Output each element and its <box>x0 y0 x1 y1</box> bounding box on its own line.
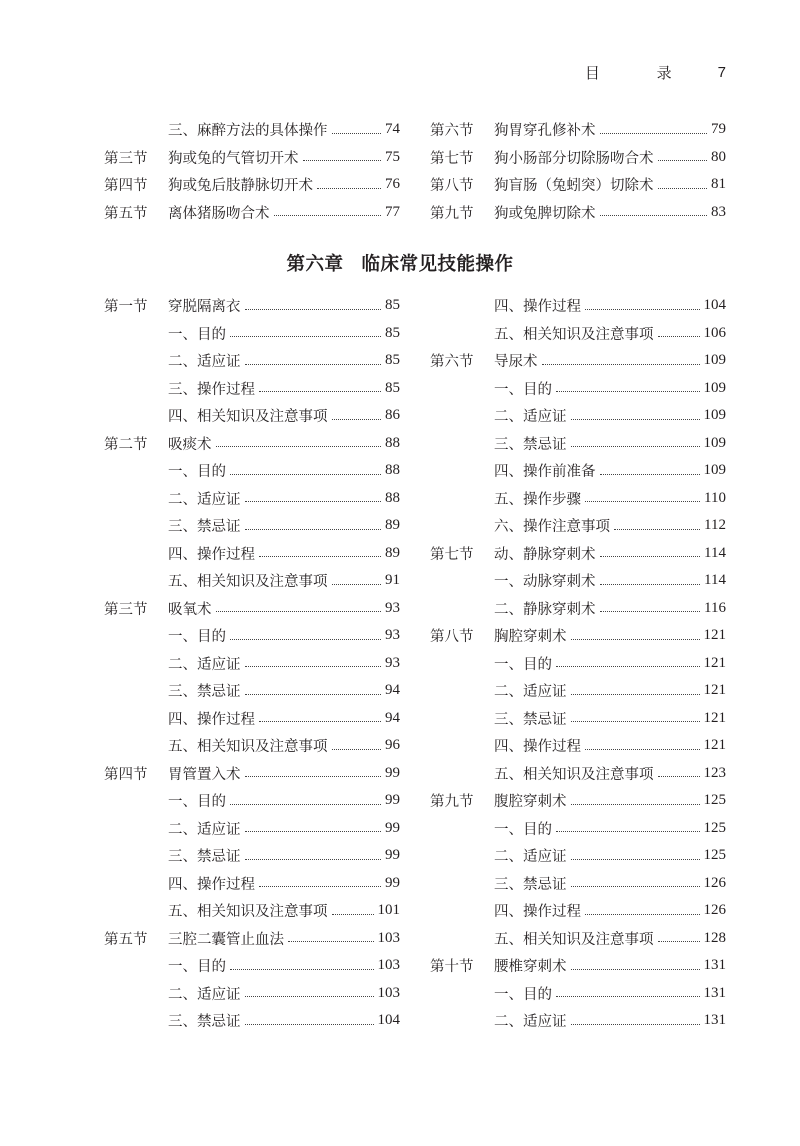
toc-entry <box>104 457 400 485</box>
section-label: 第六节 <box>430 123 474 140</box>
entry-title: 四、操作前准备 <box>494 464 596 481</box>
dot-leader <box>658 159 708 161</box>
entry-page-number: 131 <box>703 1012 726 1029</box>
entry-page-number: 123 <box>703 764 726 781</box>
entry-page-number: 94 <box>385 709 400 726</box>
dot-leader <box>230 335 381 337</box>
entry-page-number: 74 <box>385 121 400 138</box>
section-label: 第四节 <box>104 766 148 783</box>
entry-title: 二、适应证 <box>168 656 241 673</box>
dot-leader <box>245 665 382 667</box>
entry-page-number: 99 <box>385 819 400 836</box>
entry-title: 三、操作过程 <box>168 381 255 398</box>
dot-leader <box>332 748 382 750</box>
chapter-heading <box>0 250 800 276</box>
entry-title: 动、静脉穿刺术 <box>494 546 596 563</box>
toc-entry <box>430 567 726 595</box>
toc-entry <box>104 375 400 403</box>
entry-page-number: 91 <box>385 572 400 589</box>
entry-title: 三腔二囊管止血法 <box>168 931 284 948</box>
dot-leader <box>585 748 700 750</box>
dot-leader <box>571 858 700 860</box>
toc-entry <box>430 952 726 980</box>
entry-page-number: 85 <box>385 324 400 341</box>
dot-leader <box>658 940 700 942</box>
entry-title: 三、禁忌证 <box>494 436 567 453</box>
entry-page-number: 81 <box>711 176 726 193</box>
entry-page-number: 121 <box>703 709 726 726</box>
entry-page-number: 110 <box>704 489 726 506</box>
entry-page-number: 94 <box>385 682 400 699</box>
toc-entry <box>104 897 400 925</box>
entry-page-number: 89 <box>385 517 400 534</box>
dot-leader <box>332 583 382 585</box>
entry-page-number: 99 <box>385 847 400 864</box>
entry-title: 二、适应证 <box>494 409 567 426</box>
dot-leader <box>245 995 374 997</box>
entry-title: 狗盲肠（兔蚓突）切除术 <box>494 178 654 195</box>
toc-entry <box>430 677 726 705</box>
dot-leader <box>288 940 374 942</box>
dot-leader <box>556 995 700 997</box>
section-label: 第五节 <box>104 205 148 222</box>
dot-leader <box>245 363 382 365</box>
entry-title: 五、相关知识及注意事项 <box>168 739 328 756</box>
entry-page-number: 131 <box>703 957 726 974</box>
dot-leader <box>571 885 700 887</box>
entry-title: 一、目的 <box>494 821 552 838</box>
entry-page-number: 99 <box>385 792 400 809</box>
dot-leader <box>245 500 382 502</box>
toc-entry <box>104 171 400 199</box>
entry-title: 一、目的 <box>168 464 226 481</box>
toc-entry <box>430 870 726 898</box>
toc-entry <box>430 980 726 1008</box>
toc-entry <box>430 320 726 348</box>
dot-leader <box>556 665 700 667</box>
entry-page-number: 76 <box>385 176 400 193</box>
entry-title: 吸氧术 <box>168 601 212 618</box>
dot-leader <box>317 187 381 189</box>
toc-entry <box>104 199 400 227</box>
section-label: 第一节 <box>104 299 148 316</box>
dot-leader <box>245 775 382 777</box>
entry-title: 五、相关知识及注意事项 <box>168 904 328 921</box>
chapter-number: 第六章 <box>286 254 344 275</box>
dot-leader <box>245 693 382 695</box>
dot-leader <box>245 830 382 832</box>
entry-title: 二、适应证 <box>168 491 241 508</box>
entry-page-number: 99 <box>385 874 400 891</box>
toc-entry <box>430 787 726 815</box>
section-label: 第七节 <box>430 150 474 167</box>
entry-title: 狗小肠部分切除肠吻合术 <box>494 150 654 167</box>
dot-leader <box>332 418 382 420</box>
dot-leader <box>230 473 381 475</box>
toc-entry <box>104 815 400 843</box>
toc-entry <box>430 842 726 870</box>
entry-title: 腹腔穿刺术 <box>494 794 567 811</box>
toc-entry <box>430 402 726 430</box>
dot-leader <box>230 968 374 970</box>
entry-title: 腰椎穿刺术 <box>494 959 567 976</box>
entry-title: 一、目的 <box>168 959 226 976</box>
section-label: 第九节 <box>430 205 474 222</box>
toc-entry <box>430 430 726 458</box>
dot-leader <box>658 335 700 337</box>
toc-entry <box>430 760 726 788</box>
toc-entry <box>430 1007 726 1035</box>
entry-page-number: 104 <box>377 1012 400 1029</box>
entry-page-number: 109 <box>703 379 726 396</box>
section-label: 第十节 <box>430 959 474 976</box>
entry-title: 胃管置入术 <box>168 766 241 783</box>
dot-leader <box>600 610 701 612</box>
dot-leader <box>245 528 382 530</box>
dot-leader <box>332 913 374 915</box>
toc-entry <box>104 540 400 568</box>
entry-title: 四、操作过程 <box>494 739 581 756</box>
dot-leader <box>230 803 381 805</box>
toc-entry <box>430 650 726 678</box>
dot-leader <box>245 858 382 860</box>
entry-title: 四、操作过程 <box>168 546 255 563</box>
entry-title: 二、适应证 <box>168 821 241 838</box>
toc-column-right <box>430 292 726 1035</box>
toc-entry <box>430 116 726 144</box>
toc-entry <box>430 540 726 568</box>
entry-page-number: 126 <box>703 874 726 891</box>
toc-entry <box>104 760 400 788</box>
toc-entry <box>104 677 400 705</box>
entry-title: 导尿术 <box>494 354 538 371</box>
dot-leader <box>556 390 700 392</box>
toc-entry <box>430 815 726 843</box>
dot-leader <box>216 445 382 447</box>
toc-entry <box>430 925 726 953</box>
entry-page-number: 125 <box>703 792 726 809</box>
entry-title: 三、麻醉方法的具体操作 <box>168 123 328 140</box>
entry-page-number: 114 <box>704 572 726 589</box>
toc-entry <box>430 171 726 199</box>
toc-column-left <box>104 292 400 1035</box>
section-label: 第二节 <box>104 436 148 453</box>
entry-page-number: 75 <box>385 148 400 165</box>
entry-page-number: 88 <box>385 462 400 479</box>
entry-page-number: 86 <box>385 407 400 424</box>
entry-title: 二、适应证 <box>494 849 567 866</box>
toc-entry <box>104 925 400 953</box>
entry-title: 四、相关知识及注意事项 <box>168 409 328 426</box>
entry-title: 三、禁忌证 <box>494 876 567 893</box>
entry-page-number: 125 <box>703 819 726 836</box>
dot-leader <box>585 500 700 502</box>
entry-title: 三、禁忌证 <box>168 849 241 866</box>
dot-leader <box>600 132 708 134</box>
dot-leader <box>571 803 700 805</box>
section-label: 第三节 <box>104 601 148 618</box>
dot-leader <box>245 1023 374 1025</box>
entry-page-number: 125 <box>703 847 726 864</box>
entry-title: 四、操作过程 <box>494 299 581 316</box>
entry-page-number: 77 <box>385 203 400 220</box>
toc-entry <box>104 347 400 375</box>
entry-page-number: 114 <box>704 544 726 561</box>
entry-page-number: 83 <box>711 203 726 220</box>
dot-leader <box>542 363 700 365</box>
toc-entry <box>430 705 726 733</box>
dot-leader <box>556 830 700 832</box>
entry-title: 二、静脉穿刺术 <box>494 601 596 618</box>
entry-page-number: 106 <box>703 324 726 341</box>
entry-title: 穿脱隔离衣 <box>168 299 241 316</box>
toc-entry <box>104 595 400 623</box>
dot-leader <box>600 555 701 557</box>
dot-leader <box>332 132 382 134</box>
toc-entry <box>104 787 400 815</box>
toc-entry <box>104 622 400 650</box>
entry-title: 狗或兔的气管切开术 <box>168 150 299 167</box>
toc-entry <box>104 870 400 898</box>
dot-leader <box>259 555 381 557</box>
dot-leader <box>245 308 382 310</box>
toc-entry <box>430 199 726 227</box>
entry-title: 一、动脉穿刺术 <box>494 574 596 591</box>
entry-page-number: 103 <box>377 929 400 946</box>
toc-entry <box>104 430 400 458</box>
chapter-title: 临床常见技能操作 <box>361 254 514 275</box>
toc-entry <box>104 320 400 348</box>
entry-page-number: 121 <box>703 682 726 699</box>
dot-leader <box>571 445 700 447</box>
dot-leader <box>230 638 381 640</box>
dot-leader <box>571 968 700 970</box>
dot-leader <box>571 1023 700 1025</box>
entry-page-number: 103 <box>377 984 400 1001</box>
dot-leader <box>600 473 700 475</box>
dot-leader <box>614 528 700 530</box>
section-label: 第四节 <box>104 178 148 195</box>
entry-page-number: 128 <box>703 929 726 946</box>
dot-leader <box>585 308 700 310</box>
entry-page-number: 88 <box>385 434 400 451</box>
entry-page-number: 85 <box>385 379 400 396</box>
entry-title: 一、目的 <box>494 656 552 673</box>
toc-entry <box>104 485 400 513</box>
entry-page-number: 116 <box>704 599 726 616</box>
toc-entry <box>104 567 400 595</box>
toc-entry <box>104 952 400 980</box>
dot-leader <box>571 693 700 695</box>
entry-page-number: 103 <box>377 957 400 974</box>
dot-leader <box>571 638 700 640</box>
section-label: 第八节 <box>430 629 474 646</box>
entry-page-number: 93 <box>385 654 400 671</box>
toc-entry <box>430 457 726 485</box>
section-label: 第七节 <box>430 546 474 563</box>
dot-leader <box>259 720 381 722</box>
toc-entry <box>104 116 400 144</box>
section-label: 第五节 <box>104 931 148 948</box>
entry-page-number: 104 <box>703 297 726 314</box>
entry-title: 三、禁忌证 <box>168 684 241 701</box>
entry-page-number: 80 <box>711 148 726 165</box>
toc-entry <box>104 512 400 540</box>
entry-title: 离体猪肠吻合术 <box>168 205 270 222</box>
toc-entry <box>430 622 726 650</box>
dot-leader <box>571 418 700 420</box>
entry-title: 三、禁忌证 <box>168 519 241 536</box>
entry-title: 三、禁忌证 <box>168 1014 241 1031</box>
toc-entry <box>104 980 400 1008</box>
dot-leader <box>259 885 381 887</box>
dot-leader <box>600 583 701 585</box>
running-head-title: 目 录 <box>584 64 698 82</box>
entry-title: 一、目的 <box>494 986 552 1003</box>
entry-page-number: 96 <box>385 737 400 754</box>
entry-page-number: 121 <box>703 654 726 671</box>
entry-title: 狗或兔脾切除术 <box>494 205 596 222</box>
entry-title: 二、适应证 <box>494 684 567 701</box>
entry-page-number: 109 <box>703 407 726 424</box>
toc-entry <box>104 705 400 733</box>
entry-page-number: 93 <box>385 599 400 616</box>
entry-title: 狗胃穿孔修补术 <box>494 123 596 140</box>
toc-entry <box>430 144 726 172</box>
section-label: 第八节 <box>430 178 474 195</box>
toc-entry <box>104 1007 400 1035</box>
entry-page-number: 85 <box>385 352 400 369</box>
dot-leader <box>658 775 700 777</box>
entry-title: 五、相关知识及注意事项 <box>494 766 654 783</box>
toc-entry <box>430 595 726 623</box>
entry-title: 胸腔穿刺术 <box>494 629 567 646</box>
toc-entry <box>104 402 400 430</box>
entry-page-number: 112 <box>704 517 726 534</box>
section-label: 第三节 <box>104 150 148 167</box>
entry-title: 狗或兔后肢静脉切开术 <box>168 178 313 195</box>
toc-entry <box>430 732 726 760</box>
toc-entry <box>104 842 400 870</box>
toc-entry <box>430 292 726 320</box>
toc-entry <box>104 144 400 172</box>
entry-title: 四、操作过程 <box>168 711 255 728</box>
toc-entry <box>104 292 400 320</box>
entry-title: 一、目的 <box>168 794 226 811</box>
entry-page-number: 109 <box>703 434 726 451</box>
page-number: 7 <box>717 64 726 81</box>
entry-page-number: 126 <box>703 902 726 919</box>
entry-page-number: 93 <box>385 627 400 644</box>
entry-title: 吸痰术 <box>168 436 212 453</box>
entry-title: 六、操作注意事项 <box>494 519 610 536</box>
entry-title: 二、适应证 <box>168 354 241 371</box>
running-head <box>585 62 726 83</box>
entry-page-number: 131 <box>703 984 726 1001</box>
entry-title: 四、操作过程 <box>168 876 255 893</box>
toc-column-right <box>430 116 726 226</box>
entry-title: 二、适应证 <box>168 986 241 1003</box>
toc-entry <box>430 347 726 375</box>
dot-leader <box>658 187 708 189</box>
dot-leader <box>303 159 382 161</box>
entry-title: 一、目的 <box>168 629 226 646</box>
entry-page-number: 89 <box>385 544 400 561</box>
entry-page-number: 109 <box>703 462 726 479</box>
entry-title: 五、相关知识及注意事项 <box>168 574 328 591</box>
entry-title: 一、目的 <box>168 326 226 343</box>
entry-title: 五、相关知识及注意事项 <box>494 931 654 948</box>
entry-title: 四、操作过程 <box>494 904 581 921</box>
toc-column-left <box>104 116 400 226</box>
section-label: 第九节 <box>430 794 474 811</box>
entry-page-number: 109 <box>703 352 726 369</box>
entry-title: 一、目的 <box>494 381 552 398</box>
toc-entry <box>104 650 400 678</box>
entry-title: 二、适应证 <box>494 1014 567 1031</box>
entry-page-number: 121 <box>703 737 726 754</box>
entry-page-number: 79 <box>711 121 726 138</box>
toc-entry <box>430 897 726 925</box>
section-label: 第六节 <box>430 354 474 371</box>
dot-leader <box>585 913 700 915</box>
toc-entry <box>430 512 726 540</box>
entry-title: 五、操作步骤 <box>494 491 581 508</box>
entry-page-number: 121 <box>703 627 726 644</box>
toc-entry <box>430 485 726 513</box>
dot-leader <box>600 214 708 216</box>
toc-entry <box>104 732 400 760</box>
dot-leader <box>216 610 382 612</box>
dot-leader <box>274 214 382 216</box>
entry-page-number: 85 <box>385 297 400 314</box>
dot-leader <box>259 390 381 392</box>
entry-page-number: 101 <box>377 902 400 919</box>
entry-title: 三、禁忌证 <box>494 711 567 728</box>
entry-title: 五、相关知识及注意事项 <box>494 326 654 343</box>
entry-page-number: 99 <box>385 764 400 781</box>
dot-leader <box>571 720 700 722</box>
toc-entry <box>430 375 726 403</box>
entry-page-number: 88 <box>385 489 400 506</box>
